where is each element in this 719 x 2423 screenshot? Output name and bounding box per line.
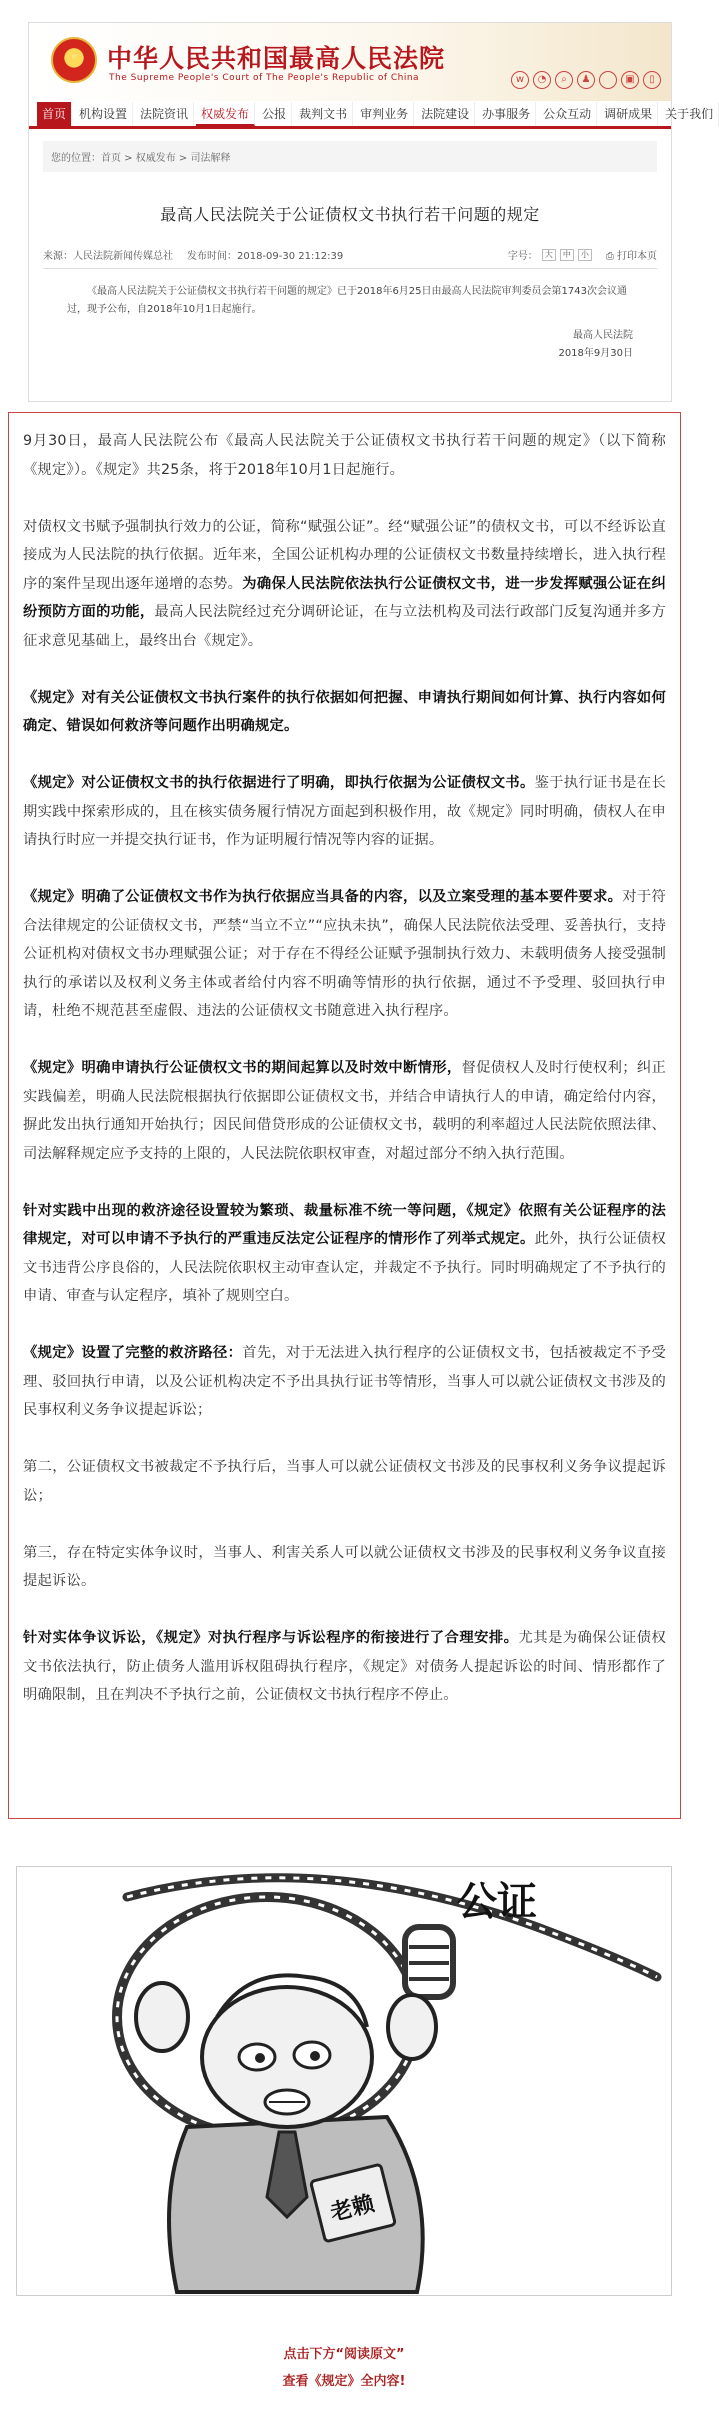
court-website-screenshot <box>28 22 714 402</box>
mobile-icon[interactable]: ▯ <box>643 71 661 89</box>
article-summary: 《最高人民法院关于公证债权文书执行若干问题的规定》已于2018年6月25日由最高人民法院审判委员会第1743次会议通过，现予公布，自2018年10月1日起施行。 <box>67 286 627 315</box>
android-icon[interactable]: ▣ <box>621 71 639 89</box>
paragraph-7-bold: 针对实践中出现的救济途径设置较为繁琐、裁量标准不统一等问题，《规定》依照有关公证程序的法律规定，对可以申请不予执行的严重违反法定公证程序的情形作了列举式规定。 <box>23 1202 666 1247</box>
site-subtitle: The Supreme People's Court of The People's Republic of China <box>109 73 420 83</box>
nav-item-news[interactable]: 法院资讯 <box>135 102 194 126</box>
national-emblem-icon <box>51 37 97 83</box>
article-date: 发布时间：2018-09-30 21:12:39 <box>187 251 344 262</box>
paragraph-1: 9月30日，最高人民法院公布《最高人民法院关于公证债权文书执行若干问题的规定》（以下简称《规定》）。《规定》共25条，将于2018年10月1日起施行。 <box>23 433 666 478</box>
nav-item-gazette[interactable]: 公报 <box>257 102 292 126</box>
print-button[interactable] <box>606 247 657 262</box>
printer-icon: ⎙ <box>605 251 617 262</box>
user-icon[interactable]: ♟ <box>577 71 595 89</box>
paragraph-5-bold: 《规定》明确了公证债权文书作为执行依据应当具备的内容，以及立案受理的基本要件要求。 <box>23 889 623 905</box>
paragraph-7 <box>23 1197 666 1311</box>
footer-line-2[interactable]: 查看《规定》全内容! <box>282 2374 406 2389</box>
nav-item-services[interactable]: 办事服务 <box>477 102 536 126</box>
man-right-hand <box>388 1995 436 2059</box>
nav-item-construction[interactable]: 法院建设 <box>416 102 475 126</box>
nav-item-judgments[interactable]: 裁判文书 <box>294 102 353 126</box>
article-title: 最高人民法院关于公证债权文书执行若干问题的规定 <box>160 205 540 224</box>
paragraph-7-text: 此外，执行公证债权文书违背公序良俗的，人民法院依职权主动审查认定，并裁定不予执行。同时明确规定了不予执行的申请、审查与认定程序，填补了规则空白。 <box>23 1231 666 1304</box>
cartoon-illustration <box>16 1866 672 2296</box>
font-size-small[interactable]: 小 <box>578 249 592 261</box>
nav-item-research[interactable]: 调研成果 <box>599 102 658 126</box>
signature-date: 2018年9月30日 <box>558 348 633 359</box>
badge-label: 老赖 <box>328 2191 377 2227</box>
rope-texture <box>127 1878 657 1977</box>
font-size-label: 字号： <box>507 251 538 262</box>
paragraph-6-bold: 《规定》明确申请执行公证债权文书的期间起算以及时效中断情形， <box>23 1060 462 1076</box>
paragraph-8-bold: 《规定》设置了完整的救济路径： <box>23 1345 243 1361</box>
print-label: 打印本页 <box>617 251 657 262</box>
nav-item-home[interactable]: 首页 <box>37 102 72 126</box>
paragraph-10: 第三，存在特定实体争议时，当事人、利害关系人可以就公证债权文书涉及的民事权利义务争议直接提起诉讼。 <box>23 1544 666 1589</box>
breadcrumb: 您的位置：首页 > 权威发布 > 司法解释 <box>43 141 657 172</box>
paragraph-9: 第二，公证债权文书被裁定不予执行后，当事人可以就公证债权文书涉及的民事权利义务争议提起诉讼； <box>23 1459 666 1504</box>
paragraph-3 <box>23 684 666 741</box>
site-title: 中华人民共和国最高人民法院 <box>107 44 446 73</box>
nav-item-organization[interactable]: 机构设置 <box>74 102 133 126</box>
paragraph-5-text: 对于符合法律规定的公证债权文书，严禁“当立不立”“应执未执”，确保人民法院依法受理、妥善执行，支持公证机构对债权文书办理赋强公证；对于存在不得经公证赋予强制执行效力、未载明债务人接受强制执行的承诺以及权利义务主体或者给付内容不明确等情形的执行依据，通过不予受理、驳回执行申请，杜绝不规范甚至虚假、违法的公证债权文书随意进入执行程序。 <box>23 889 666 1019</box>
toolbar-icons <box>511 71 661 89</box>
article-signature <box>29 327 633 363</box>
paragraph-4 <box>23 769 666 855</box>
cartoon-label-notary: 公证 <box>457 1879 537 1925</box>
paragraph-2-text-b: 最高人民法院经过充分调研论证，在与立法机构及司法行政部门反复沟通并多方征求意见基础上，最终出台《规定》。 <box>23 604 666 649</box>
paragraph-6 <box>23 1054 666 1168</box>
footer-line-1[interactable]: 点击下方“阅读原文” <box>283 2347 405 2362</box>
nav-item-interaction[interactable]: 公众互动 <box>538 102 597 126</box>
paragraph-8-text: 首先，对于无法进入执行程序的公证债权文书，包括被裁定不予受理、驳回执行申请，以及公证机构决定不予出具执行证书等情形，当事人可以就公证债权文书涉及的民事权利义务争议提起诉讼； <box>23 1345 667 1418</box>
nav-item-about[interactable]: 关于我们 <box>660 102 719 126</box>
paragraph-11 <box>23 1624 666 1710</box>
man-left-hand <box>136 1983 188 2051</box>
paragraph-11-text: 尤其是为确保公证债权文书依法执行，防止债务人滥用诉权阻碍执行程序，《规定》对债务人提起诉讼的时间、情形都作了明确限制，且在判决不予执行之前，公证债权文书执行程序不停止。 <box>23 1630 666 1703</box>
paragraph-3-bold: 《规定》对有关公证债权文书执行案件的执行依据如何把握、申请执行期间如何计算、执行内容如何确定、错误如何救济等问题作出明确规定。 <box>23 689 666 734</box>
paragraph-11-bold: 针对实体争议诉讼，《规定》对执行程序与诉讼程序的衔接进行了合理安排。 <box>23 1630 519 1646</box>
site-banner <box>29 23 671 101</box>
wechat-icon[interactable]: ◔ <box>533 71 551 89</box>
signature-org: 最高人民法院 <box>573 330 633 341</box>
nav-item-trial[interactable]: 审判业务 <box>355 102 414 126</box>
nav-item-releases[interactable]: 权威发布 <box>196 102 255 126</box>
search-icon[interactable]: ⌕ <box>555 71 573 89</box>
rope-top <box>127 1878 657 1977</box>
paragraph-6-text: 督促债权人及时行使权利；纠正实践偏差，明确人民法院根据执行依据即公证债权文书，并结合申请执行人的申请，确定给付内容，摒此发出执行通知开始执行；因民间借贷形成的公证债权文书，载明的利率超过人民法院依照法律、司法解释规定应予支持的上限的，人民法院依职权审查，对超过部分不纳入执行范围。 <box>23 1060 666 1162</box>
paragraph-5 <box>23 883 666 1026</box>
paragraph-4-text: 鉴于执行证书是在长期实践中探索形成的，且在核实债务履行情况方面起到积极作用，故《规定》同时明确，债权人在申请执行时应一并提交执行证书，作为证明履行情况等内容的证据。 <box>23 775 666 848</box>
font-size-large[interactable]: 大 <box>542 249 556 261</box>
paragraph-2-text-a: 对债权文书赋予强制执行效力的公证，简称“赋强公证”。经“赋强公证”的债权文书，可以不经诉讼直接成为人民法院的执行依据。近年来，全国公证机构办理的公证债权文书数量持续增长，进入执行程序的案件呈现出逐年递增的态势。 <box>23 518 666 592</box>
font-size-medium[interactable]: 中 <box>560 249 574 261</box>
article-body-frame <box>8 412 681 1819</box>
paragraph-2-bold: 为确保人民法院依法执行公证债权文书，进一步发挥赋强公证在纠纷预防方面的功能， <box>23 575 667 620</box>
font-size-control <box>508 247 592 262</box>
article-source: 来源：人民法院新闻传媒总社 <box>43 251 173 262</box>
weibo-icon[interactable]: w <box>511 71 529 89</box>
article-meta <box>43 247 657 269</box>
paragraph-2 <box>23 513 666 656</box>
main-nav <box>29 101 714 129</box>
paragraph-8 <box>23 1339 666 1425</box>
apple-icon[interactable] <box>599 71 617 89</box>
cartoon-svg <box>17 1867 673 2297</box>
paragraph-4-bold: 《规定》对公证债权文书的执行依据进行了明确，即执行依据为公证债权文书。 <box>23 775 535 791</box>
